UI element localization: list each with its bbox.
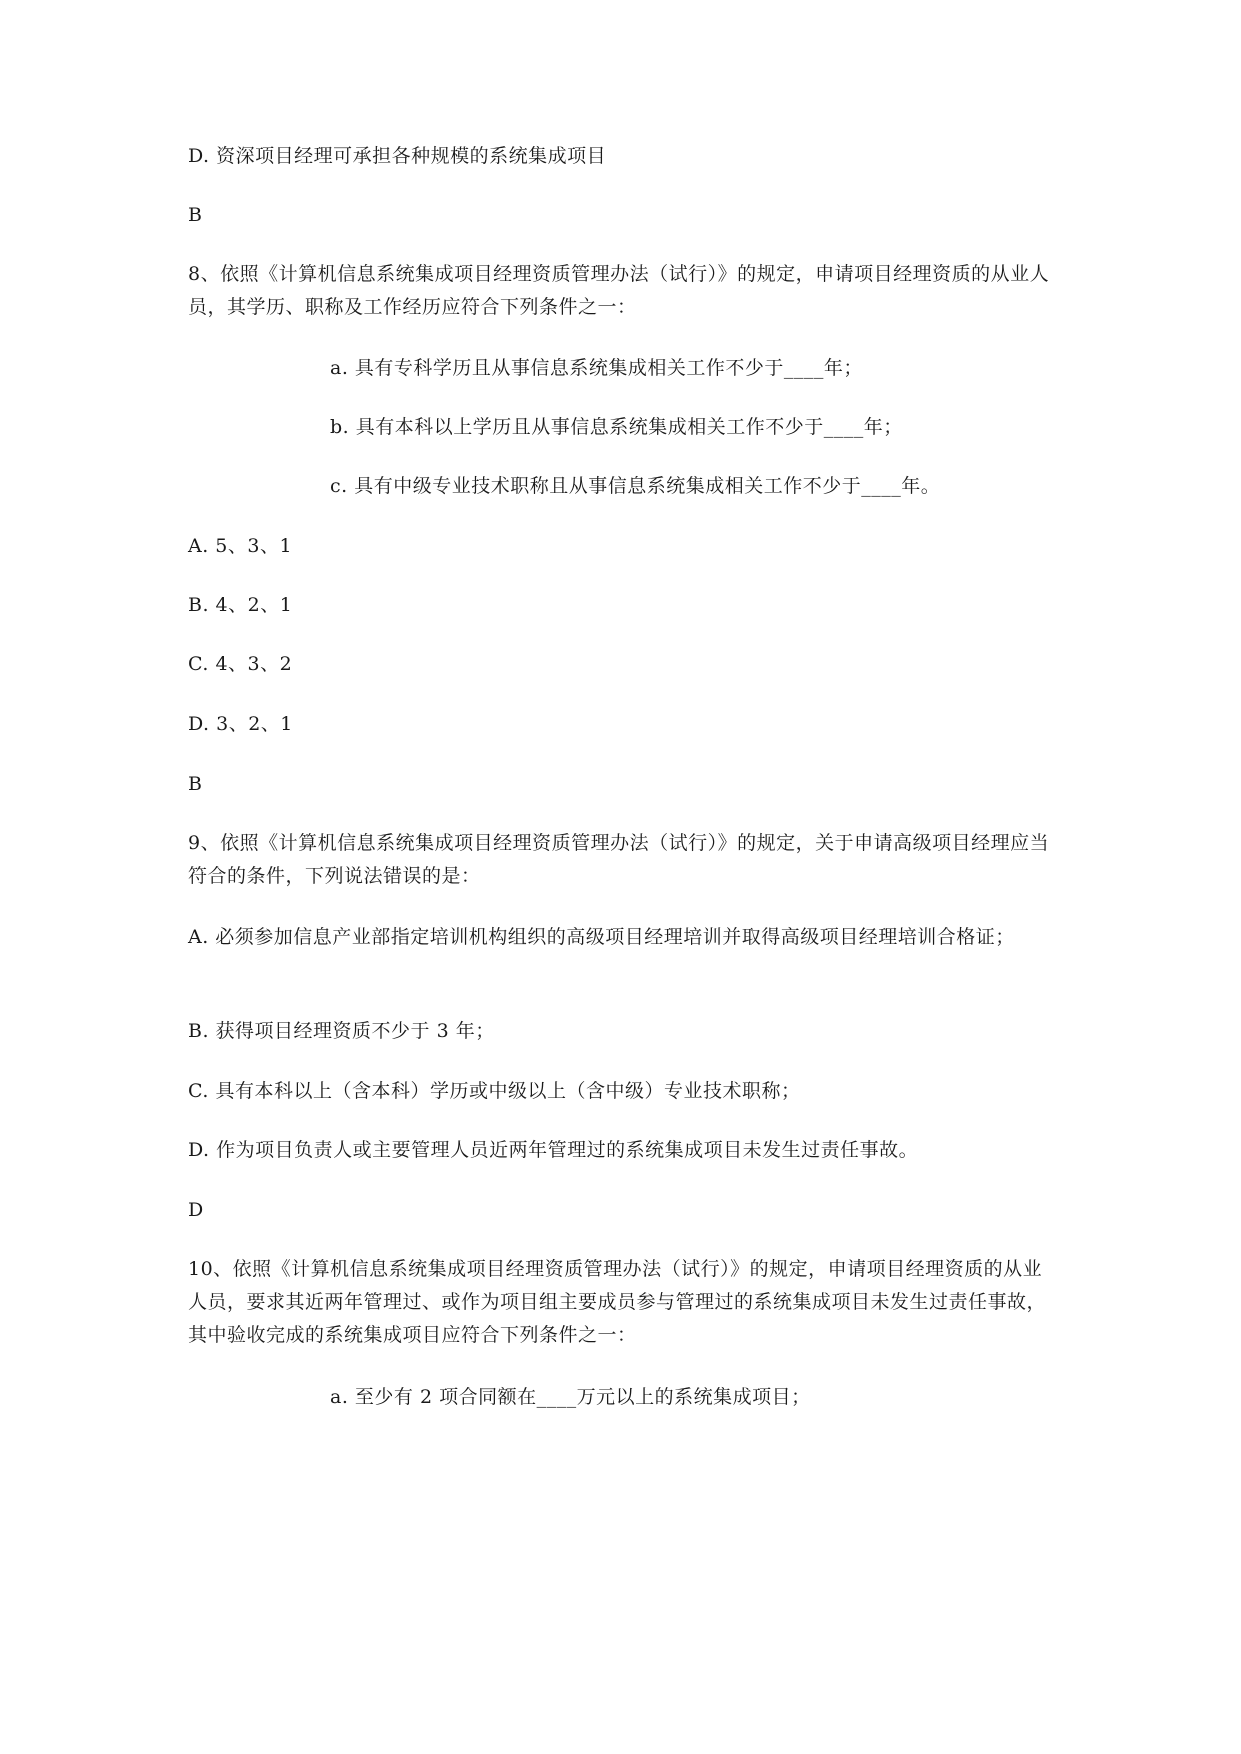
- q8-answer: B: [188, 773, 203, 795]
- q8-condition-c: c. 具有中级专业技术职称且从事信息系统集成相关工作不少于____年。: [330, 475, 941, 497]
- q8-stem: 8、依照《计算机信息系统集成项目经理资质管理办法（试行）》的规定，申请项目经理资质的从业人员，其学历、职称及工作经历应符合下列条件之一：: [188, 263, 1050, 318]
- q8-condition-b: b. 具有本科以上学历且从事信息系统集成相关工作不少于____年；: [330, 416, 903, 438]
- q10-stem: 10、依照《计算机信息系统集成项目经理资质管理办法（试行）》的规定，申请项目经理资质的从业人员，要求其近两年管理过、或作为项目组主要成员参与管理过的系统集成项目未发生过责任事故，其中验收完成的系统集成项目应符合下列条件之一：: [188, 1258, 1047, 1346]
- q8-option-d: D. 3、2、1: [188, 713, 293, 735]
- q8-condition-a: a. 具有专科学历且从事信息系统集成相关工作不少于____年；: [330, 357, 863, 379]
- q10-condition-a: a. 至少有 2 项合同额在____万元以上的系统集成项目；: [330, 1386, 811, 1408]
- q8-option-b: B. 4、2、1: [188, 594, 293, 616]
- q8-option-a: A. 5、3、1: [188, 535, 293, 557]
- q9-option-a: A. 必须参加信息产业部指定培训机构组织的高级项目经理培训并取得高级项目经理培训合格证；: [188, 926, 1015, 948]
- q9-stem: 9、依照《计算机信息系统集成项目经理资质管理办法（试行）》的规定，关于申请高级项目经理应当符合的条件，下列说法错误的是：: [188, 832, 1050, 887]
- q8-option-c: C. 4、3、2: [188, 653, 293, 675]
- q9-option-d: D. 作为项目负责人或主要管理人员近两年管理过的系统集成项目未发生过责任事故。: [188, 1139, 919, 1161]
- q9-option-b: B. 获得项目经理资质不少于 3 年；: [188, 1020, 495, 1042]
- q7-option-d: D. 资深项目经理可承担各种规模的系统集成项目: [188, 145, 607, 167]
- q9-answer: D: [188, 1199, 204, 1221]
- q7-answer: B: [188, 204, 203, 226]
- q9-option-c: C. 具有本科以上（含本科）学历或中级以上（含中级）专业技术职称；: [188, 1080, 801, 1102]
